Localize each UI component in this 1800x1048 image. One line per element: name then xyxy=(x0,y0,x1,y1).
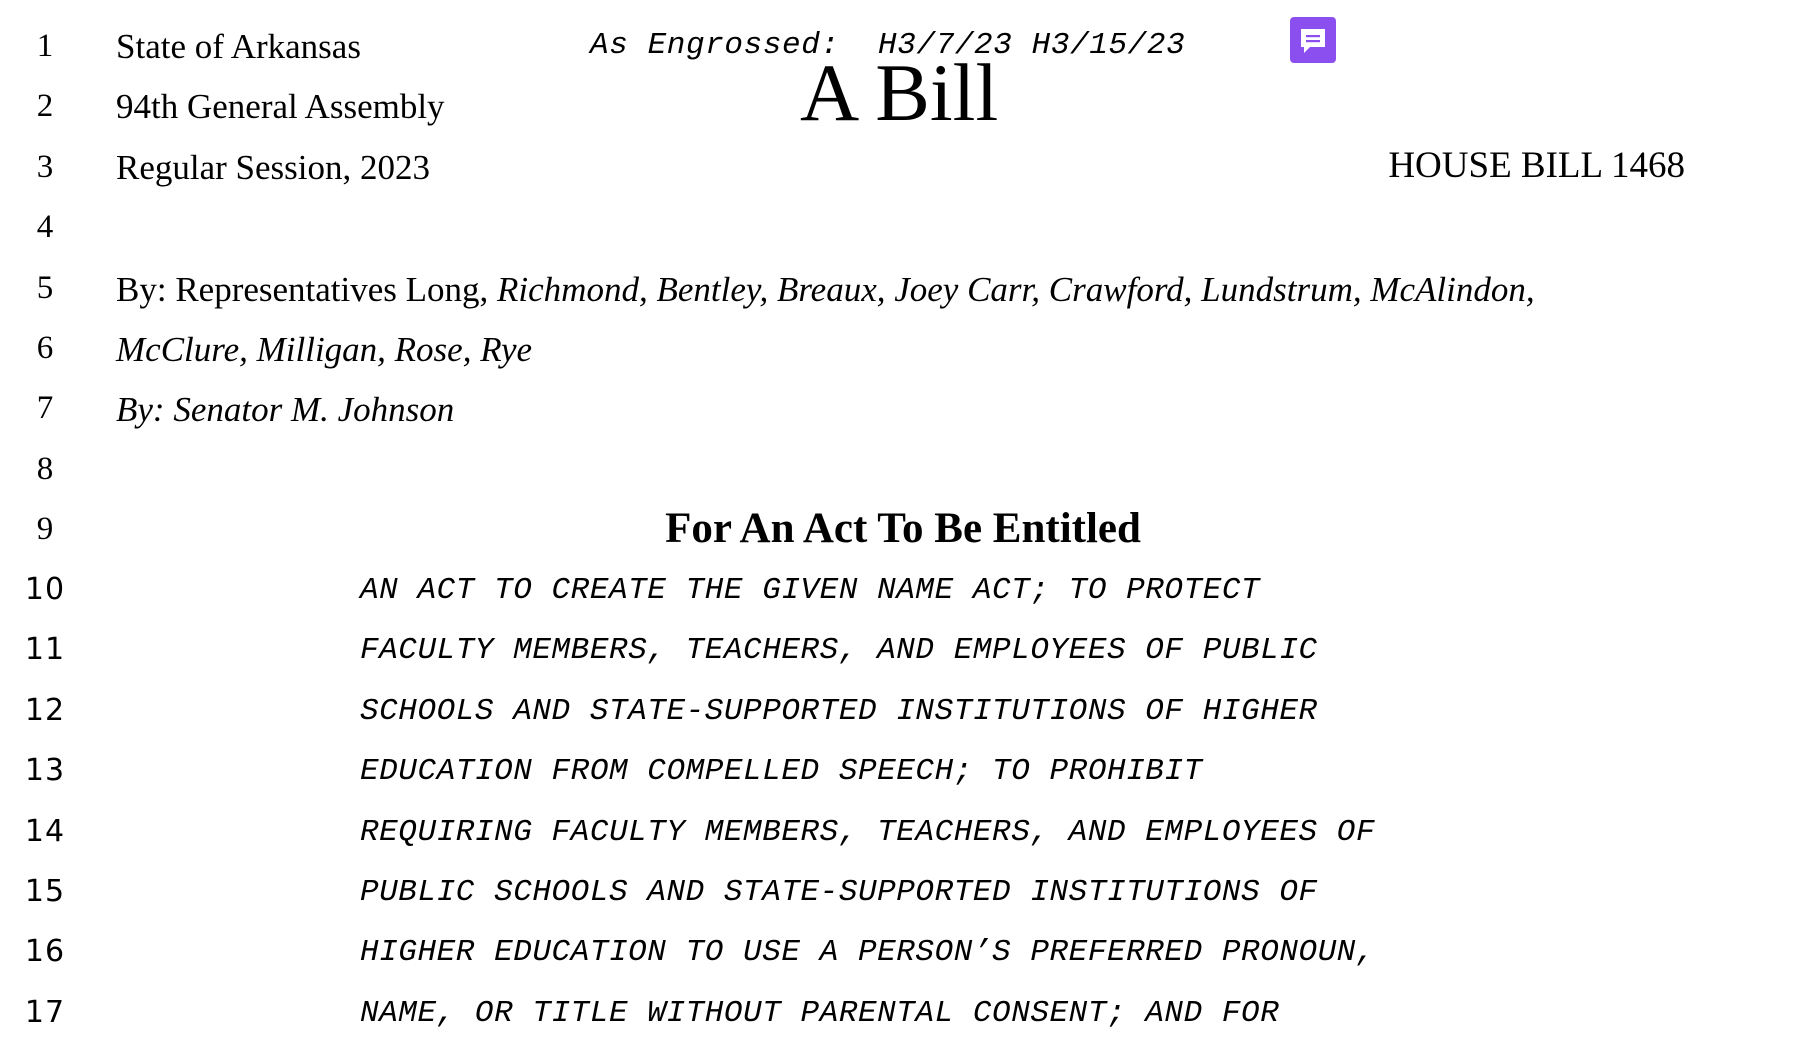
line-number: 2 xyxy=(36,88,54,124)
line-number: 1 xyxy=(36,28,54,64)
entitled-heading xyxy=(0,507,1800,550)
sponsors-line-continued: McClure, Milligan, Rose, Rye xyxy=(116,330,533,369)
line-number: 12 xyxy=(24,693,66,728)
line-number: 10 xyxy=(24,572,66,607)
document-title: A Bill xyxy=(800,47,999,138)
line-number: 11 xyxy=(24,632,66,667)
session-label: Regular Session, 2023 xyxy=(116,148,431,187)
entitled-heading-text: For An Act To Be Entitled xyxy=(665,505,1141,552)
sponsors-line xyxy=(116,272,1535,307)
line-number: 9 xyxy=(36,511,54,547)
act-line: EDUCATION FROM COMPELLED SPEECH; TO PROHIBIT xyxy=(360,754,1203,789)
sponsors-names: Richmond, Bentley, Breaux, Joey Carr, Crawford, Lundstrum, McAlindon, xyxy=(497,270,1535,309)
sponsors-prefix: By: Representatives Long, xyxy=(116,270,498,309)
act-line: SCHOOLS AND STATE-SUPPORTED INSTITUTIONS OF HIGHER xyxy=(360,694,1318,729)
act-line: REQUIRING FACULTY MEMBERS, TEACHERS, AND EMPLOYEES OF xyxy=(360,815,1376,850)
line-number: 3 xyxy=(36,149,54,185)
comment-icon xyxy=(1290,17,1336,63)
comment-button[interactable] xyxy=(1290,17,1336,63)
line-number: 5 xyxy=(36,270,54,306)
state-label: State of Arkansas xyxy=(116,27,361,66)
line-number: 8 xyxy=(36,451,54,487)
act-line: NAME, OR TITLE WITHOUT PARENTAL CONSENT; AND FOR xyxy=(360,996,1280,1031)
act-line: AN ACT TO CREATE THE GIVEN NAME ACT; TO PROTECT xyxy=(360,573,1261,608)
line-number: 14 xyxy=(24,814,66,849)
bill-number: HOUSE BILL 1468 xyxy=(1388,145,1685,186)
act-line: PUBLIC SCHOOLS AND STATE-SUPPORTED INSTITUTIONS OF xyxy=(360,875,1318,910)
act-line: HIGHER EDUCATION TO USE A PERSON’S PREFERRED PRONOUN, xyxy=(360,935,1376,970)
line-number: 6 xyxy=(36,330,54,366)
line-number: 13 xyxy=(24,753,66,788)
engrossed-dates: As Engrossed: H3/7/23 H3/15/23 xyxy=(590,28,1186,63)
line-number: 15 xyxy=(24,874,66,909)
line-number: 7 xyxy=(36,390,54,426)
line-number: 4 xyxy=(36,209,54,245)
assembly-label: 94th General Assembly xyxy=(116,87,445,126)
line-number: 16 xyxy=(24,934,66,969)
senate-sponsor: By: Senator M. Johnson xyxy=(116,390,455,429)
line-number: 17 xyxy=(24,995,66,1030)
act-line: FACULTY MEMBERS, TEACHERS, AND EMPLOYEES OF PUBLIC xyxy=(360,633,1318,668)
